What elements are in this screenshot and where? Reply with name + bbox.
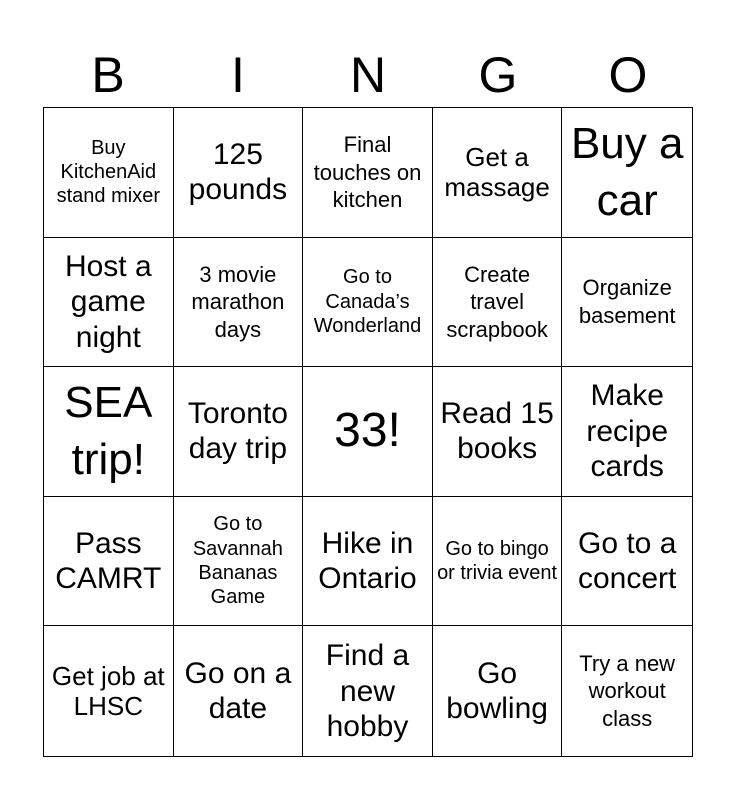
bingo-cell-label: Go to Savannah Bananas Game <box>192 513 283 609</box>
bingo-cell[interactable] <box>562 626 692 756</box>
bingo-cell-label: Go to a concert <box>577 526 677 596</box>
bingo-cell[interactable] <box>44 497 174 627</box>
bingo-cell-label: Hike in Ontario <box>318 526 417 596</box>
bingo-cell[interactable] <box>562 367 692 497</box>
bingo-header <box>43 44 693 106</box>
bingo-cell-label: Go on a date <box>184 656 292 726</box>
bingo-cell[interactable] <box>174 626 304 756</box>
bingo-cell-label: Create travel scrapbook <box>446 261 548 342</box>
bingo-cell[interactable] <box>44 238 174 368</box>
bingo-cell[interactable] <box>562 497 692 627</box>
bingo-cell[interactable] <box>433 497 563 627</box>
bingo-cell-label: 125 pounds <box>188 137 288 207</box>
bingo-board <box>43 107 693 757</box>
bingo-cell[interactable] <box>433 108 563 238</box>
bingo-cell[interactable] <box>303 238 433 368</box>
bingo-cell-label: Final touches on kitchen <box>313 132 422 213</box>
bingo-cell[interactable] <box>433 238 563 368</box>
bingo-cell[interactable] <box>433 626 563 756</box>
bingo-cell[interactable] <box>174 238 304 368</box>
bingo-cell[interactable] <box>303 497 433 627</box>
bingo-cell[interactable] <box>174 108 304 238</box>
bingo-cell[interactable] <box>44 108 174 238</box>
bingo-cell-label: Read 15 books <box>440 397 554 466</box>
bingo-cell[interactable] <box>562 108 692 238</box>
bingo-cell-label: Go bowling <box>446 656 548 726</box>
header-letter-g: G <box>478 47 518 103</box>
bingo-cell[interactable] <box>44 626 174 756</box>
bingo-cell-label: 3 movie marathon days <box>191 261 285 342</box>
bingo-cell-label: Pass CAMRT <box>55 526 162 596</box>
bingo-cell-label: Try a new workout class <box>579 650 676 731</box>
bingo-cell-label: Get a massage <box>444 141 550 203</box>
header-letter-b: B <box>91 47 125 103</box>
header-letter-i: I <box>231 47 245 103</box>
bingo-cell-label: 33! <box>334 404 401 458</box>
bingo-cell[interactable] <box>433 367 563 497</box>
bingo-cell-label: Go to bingo or trivia event <box>437 537 558 585</box>
bingo-cell-label: SEA trip! <box>64 378 153 485</box>
bingo-cell-label: Organize basement <box>578 275 676 328</box>
bingo-cell[interactable] <box>303 108 433 238</box>
bingo-cell-label: Make recipe cards <box>586 379 669 484</box>
bingo-cell[interactable] <box>174 367 304 497</box>
bingo-cell[interactable] <box>562 238 692 368</box>
bingo-cell-label: Buy KitchenAid stand mixer <box>56 136 160 208</box>
bingo-cell-label: Buy a car <box>570 119 684 226</box>
bingo-cell-label: Go to Canada’s Wonderland <box>313 266 422 338</box>
bingo-cell-label: Get job at LHSC <box>51 660 165 722</box>
header-letter-o: O <box>608 47 648 103</box>
bingo-cell[interactable] <box>303 626 433 756</box>
bingo-cell[interactable] <box>44 367 174 497</box>
bingo-cell-label: Find a new hobby <box>325 639 410 743</box>
bingo-cell-label: Toronto day trip <box>187 397 288 466</box>
header-letter-n: N <box>349 47 387 103</box>
bingo-cell-label: Host a game night <box>64 249 152 354</box>
bingo-cell[interactable] <box>303 367 433 497</box>
bingo-cell[interactable] <box>174 497 304 627</box>
